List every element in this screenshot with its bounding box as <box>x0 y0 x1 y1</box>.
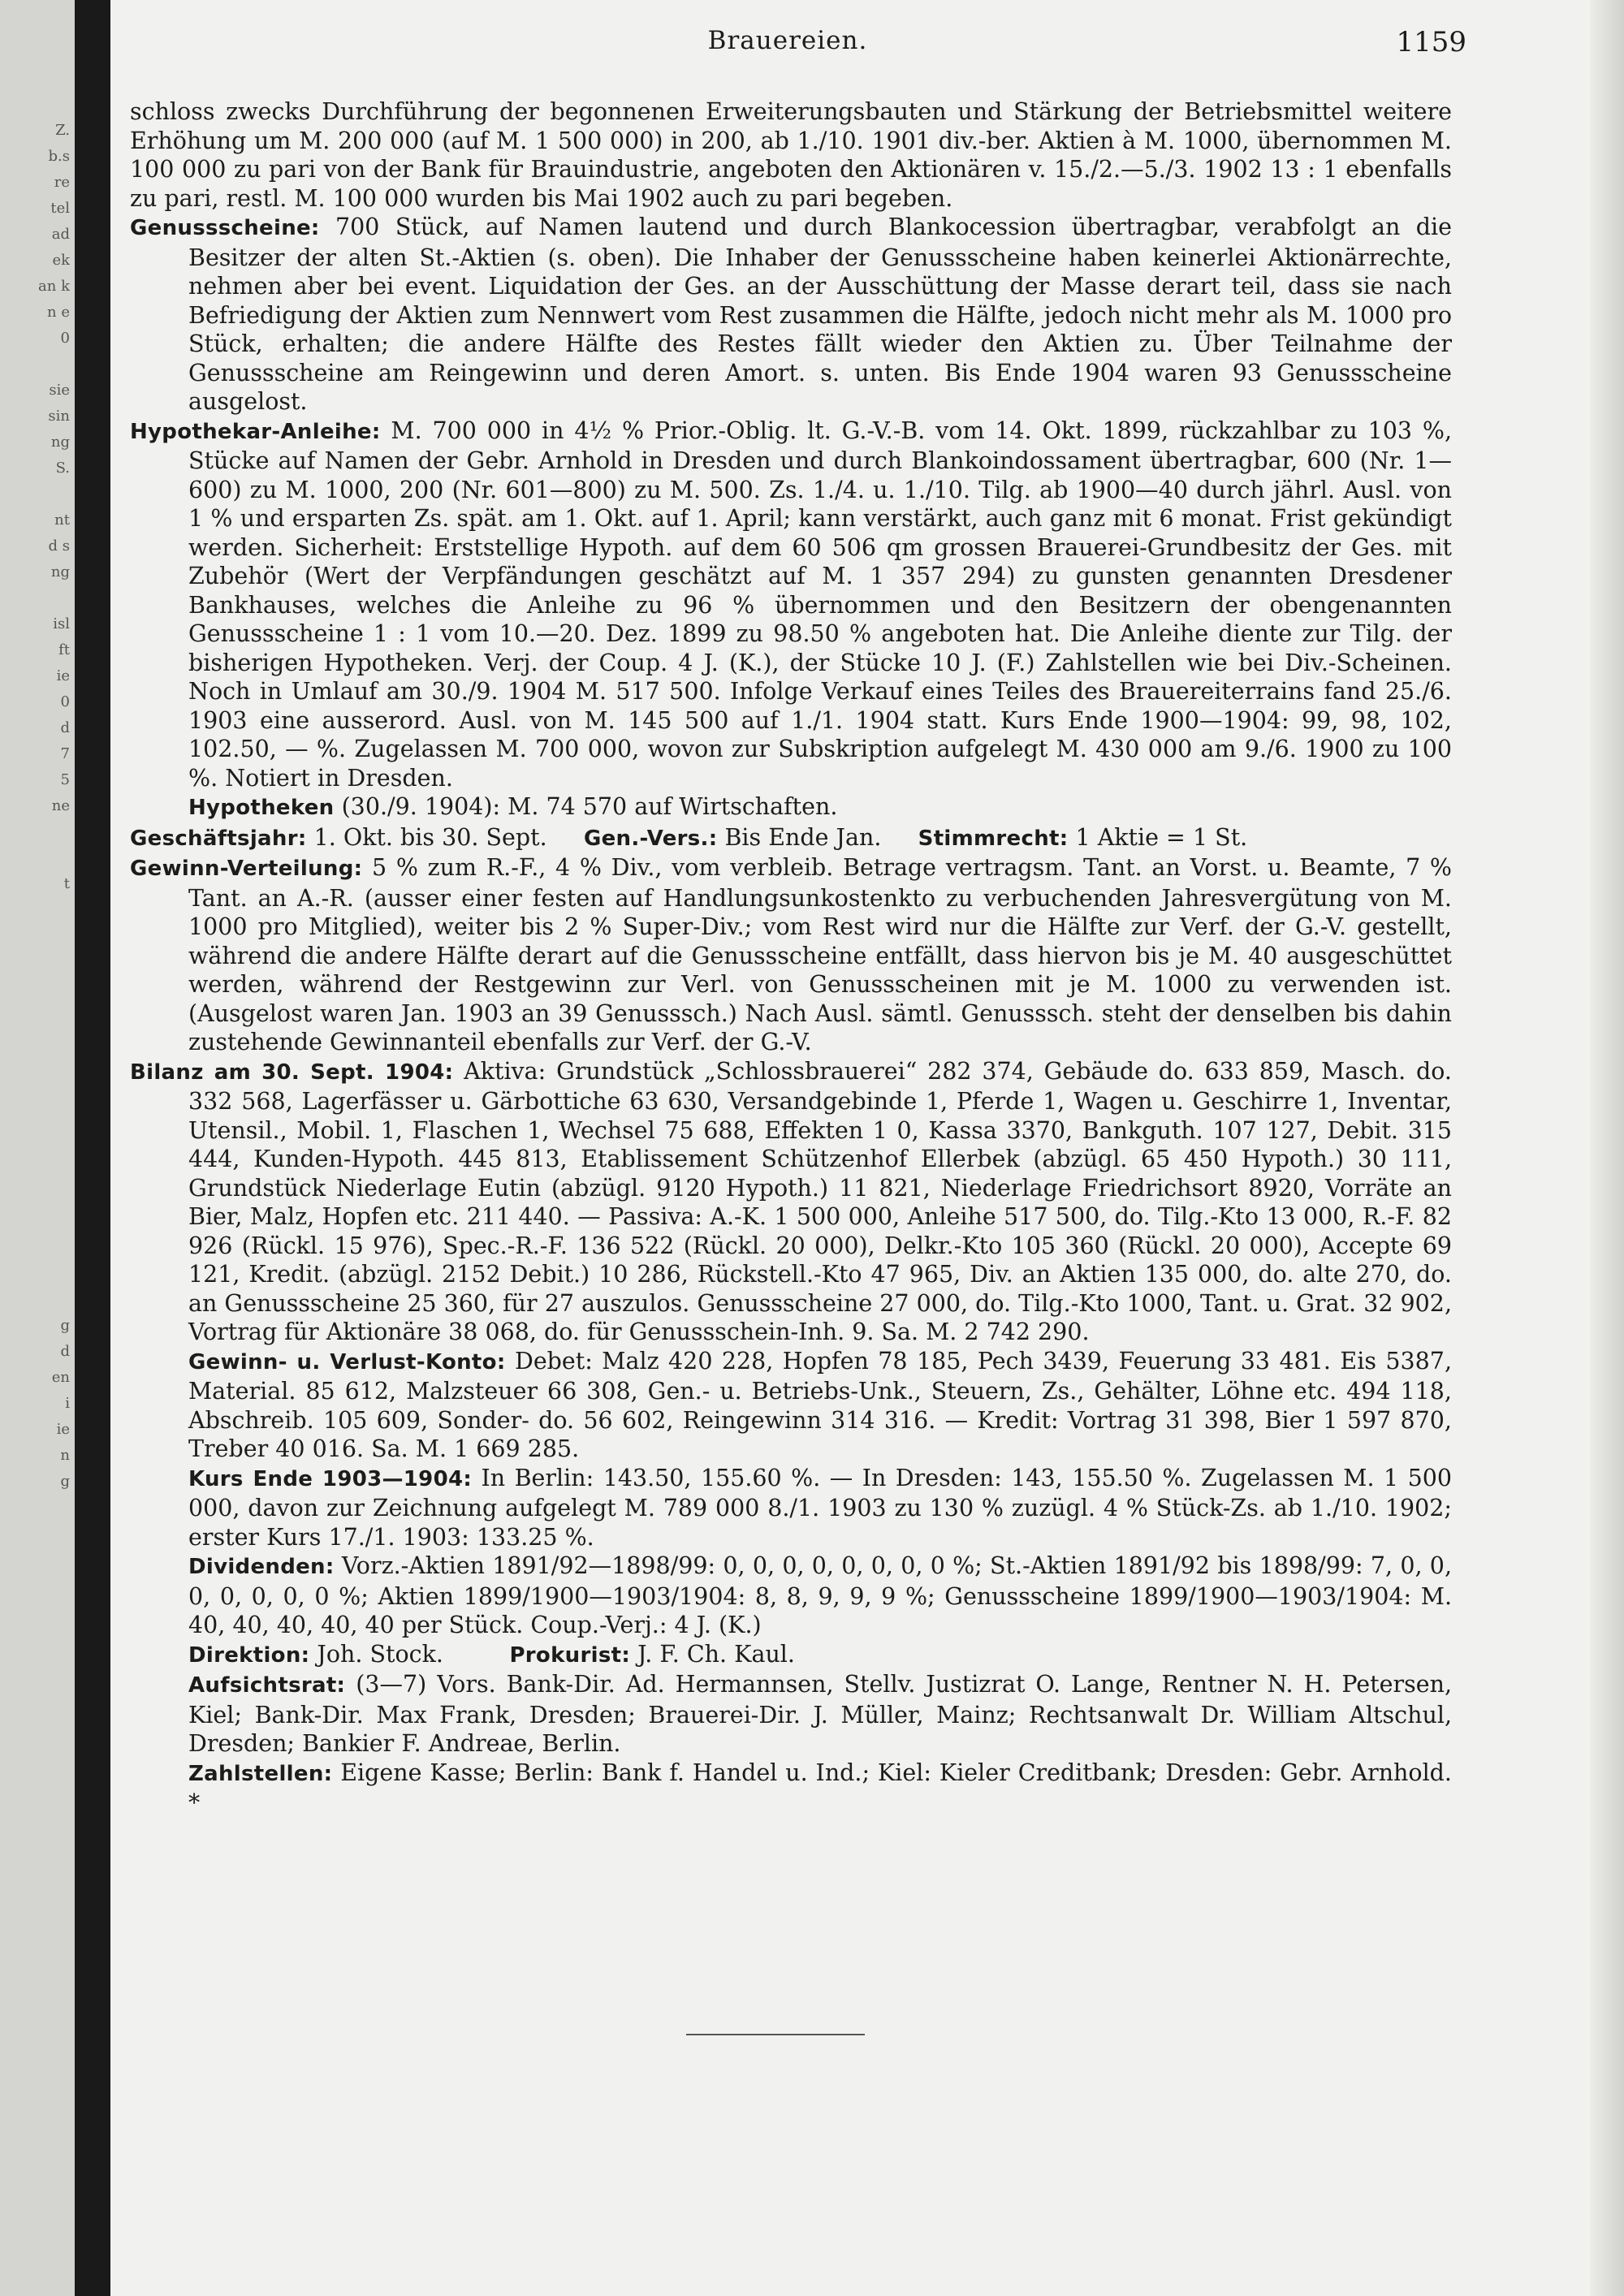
margin-fragments <box>5 122 70 1499</box>
section-label: Bilanz am 30. Sept. 1904: <box>130 1060 454 1085</box>
section-label: Geschäftsjahr: <box>130 826 307 851</box>
margin-fragment <box>5 356 70 382</box>
margin-fragment: i <box>65 1395 70 1412</box>
margin-fragment: re <box>54 174 70 191</box>
binding-gutter <box>75 0 110 2296</box>
margin-fragment <box>5 1057 70 1083</box>
paragraph-text: 1. Okt. bis 30. Sept. <box>313 823 547 851</box>
paragraph-text: Joh. Stock. <box>317 1640 443 1668</box>
margin-fragment <box>5 901 70 927</box>
margin-fragment <box>5 823 70 849</box>
margin-fragment: 0 <box>60 330 70 347</box>
margin-fragment: sin <box>48 408 70 425</box>
margin-fragment: ng <box>50 434 70 451</box>
margin-fragment <box>5 486 70 511</box>
section-label: Hypotheken <box>188 796 335 820</box>
margin-fragment: 0 <box>60 693 70 710</box>
paragraph-gewinn-verlust <box>130 1347 1452 1464</box>
margin-fragment: nt <box>54 511 70 529</box>
margin-fragment: 5 <box>60 771 70 788</box>
header-title: Brauereien. <box>707 26 868 55</box>
paragraph-dividenden <box>130 1552 1452 1640</box>
margin-fragment: ng <box>50 563 70 580</box>
margin-fragment <box>5 589 70 615</box>
margin-fragment <box>5 1083 70 1109</box>
page-edge-shadow <box>1590 0 1624 2296</box>
margin-fragment: g <box>60 1317 70 1334</box>
paragraph-text: In Berlin: 143.50, 155.60 %. — In Dresden: 143, 155.50 %. Zugelassen M. 1 500 000, davon zur Zeichnung aufgelegt M. 789 000 8./1. 1903 zu 130 % zuzügl. 4 % Stück-Zs. ab 1./10. 1902; erster Kurs 17./1. 1903: 133.25 %. <box>188 1464 1452 1551</box>
paragraph-text: 700 Stück, auf Namen lautend und durch Blankocession übertragbar, verabfolgt an die Besitzer der alten St.-Aktien (s. oben). Die Inhaber der Genussscheine haben keinerlei Aktionärrechte, nehmen aber bei event. Liquidation der Ges. an der Ausschüttung der Masse derart teil, dass sie nach Befriedigung der Aktien zum Nennwert vom Rest zusammen die Hälfte, jedoch nicht mehr als M. 1000 pro Stück, erhalten; die andere Hälfte des Restes fällt wieder den Aktien zu. Über Teilnahme der Genussscheine am Reingewinn und deren Amort. s. unten. Bis Ende 1904 waren 93 Genussscheine ausgelost. <box>188 214 1453 415</box>
section-label: Genussscheine: <box>130 216 320 240</box>
margin-fragment: ne <box>51 797 70 814</box>
section-label: Dividenden: <box>188 1555 335 1579</box>
margin-fragment: ie <box>56 667 70 684</box>
paragraph-genussscheine <box>130 213 1452 416</box>
section-label-gen-vers: Gen.-Vers.: <box>583 826 718 851</box>
margin-fragment <box>5 1135 70 1161</box>
margin-fragment: sie <box>49 382 70 399</box>
section-label: Direktion: <box>188 1642 310 1668</box>
margin-fragment: 7 <box>60 745 70 762</box>
paragraph-kurs <box>130 1464 1452 1552</box>
paragraph-aufsichtsrat <box>130 1670 1452 1759</box>
margin-fragment: ft <box>58 641 70 658</box>
margin-fragment: d <box>60 719 70 736</box>
margin-fragment: d s <box>48 537 70 555</box>
paragraph-text: M. 700 000 in 4½ % Prior.-Oblig. lt. G.-V.-B. vom 14. Okt. 1899, rückzahlbar zu 103 %, Stücke auf Namen der Gebr. Arnhold in Dresden und durch Blankoindossament übertragbar, 600 (Nr. 1—600) zu M. 1000, 200 (Nr. 601—800) zu M. 500. Zs. 1./4. u. 1./10. Tilg. ab 1900—40 durch jährl. Ausl. von 1 % und ersparten Zs. spät. am 1. Okt. auf 1. April; kann verstärkt, auch ganz mit 6 monat. Frist gekündigt werden. Sicherheit: Erststellige Hypoth. auf dem 60 506 qm grossen Brauerei-Grundbesitz der Ges. mit Zubehör (Wert der Verpfändungen geschätzt auf M. 1 357 294) zu gunsten genannten Dresdener Bankhauses, welches die Anleihe zu 96 % übernommen und den Besitzern der obengenannten Genussscheine 1 : 1 vom 10.—20. Dez. 1899 zu 98.50 % angeboten hat. Die Anleihe diente zur Tilg. der bisherigen Hypotheken. Verj. der Coup. 4 J. (K.), der Stücke 10 J. (F.) Zahlstellen wie bei Div.-Scheinen. Noch in Umlauf am 30./9. 1904 M. 517 500. Infolge Verkauf eines Teiles des Brauereiterrains fand 25./6. 1903 eine ausserord. Ausl. von M. 145 500 auf 1./1. 1904 statt. Kurs Ende 1900—1904: 99, 98, 102, 102.50, — %. Zugelassen M. 700 000, wovon zur Subskription aufgelegt M. 430 000 am 9./6. 1900 zu 100 %. Notiert in Dresden. <box>188 416 1453 792</box>
margin-fragment: ie <box>56 1421 70 1438</box>
section-label-stimmrecht: Stimmrecht: <box>918 826 1069 851</box>
margin-fragment: d <box>60 1343 70 1360</box>
paragraph-text: Vorz.-Aktien 1891/92—1898/99: 0, 0, 0, 0, 0, 0, 0, 0 %; St.-Aktien 1891/92 bis 1898/99: 7, 0, 0, 0, 0, 0, 0, 0 %; Aktien 1899/1900—1903/1904: 8, 8, 9, 9, 9 %; Genussscheine 1899/1900—1903/1904: M. 40, 40, 40, 40, 40 per Stück. Coup.-Verj.: 4 J. (K.) <box>188 1552 1452 1638</box>
paragraph-intro <box>130 97 1452 213</box>
paragraph-geschaeftsjahr <box>130 823 1452 854</box>
margin-fragment: isl <box>53 615 70 632</box>
margin-fragment: Z. <box>55 122 70 139</box>
section-label: Aufsichtsrat: <box>188 1673 346 1698</box>
paragraph-gewinn-verteilung <box>130 853 1452 1057</box>
margin-fragment: an k <box>38 278 70 295</box>
margin-fragment: n e <box>47 304 70 321</box>
paragraph-text-prokurist: J. F. Ch. Kaul. <box>637 1640 795 1668</box>
margin-fragment <box>5 1213 70 1239</box>
margin-fragment <box>5 979 70 1005</box>
margin-fragment <box>5 1291 70 1317</box>
margin-fragment: tel <box>50 200 70 217</box>
page-number: 1159 <box>1396 26 1466 58</box>
paragraph-text: schloss zwecks Durchführung der begonnenen Erweiterungsbauten und Stärkung der Betriebsmittel weitere Erhöhung um M. 200 000 (auf M. 1 500 000) in 200, ab 1./10. 1901 div.-ber. Aktien à M. 1000, übernommen M. 100 000 zu pari von der Bank für Brauindustrie, angeboten den Aktionären v. 15./2.—5./3. 1902 13 : 1 ebenfalls zu pari, restl. M. 100 000 wurden bis Mai 1902 auch zu pari begeben. <box>130 98 1452 212</box>
margin-fragment: ad <box>51 226 70 243</box>
paragraph-hypotheken <box>130 792 1452 823</box>
section-label: Zahlstellen: <box>188 1761 333 1786</box>
closing-rule <box>686 2034 865 2035</box>
margin-fragment <box>5 1109 70 1135</box>
page-body <box>130 97 1452 1818</box>
margin-fragment: t <box>63 875 70 892</box>
margin-fragment <box>5 1005 70 1031</box>
margin-fragment <box>5 953 70 979</box>
margin-fragment: b.s <box>48 148 70 165</box>
margin-fragment <box>5 1187 70 1213</box>
margin-fragment: g <box>60 1473 70 1490</box>
paragraph-text-gen-vers: Bis Ende Jan. <box>724 823 882 851</box>
margin-fragment <box>5 927 70 953</box>
section-label: Kurs Ende 1903—1904: <box>188 1466 473 1491</box>
paragraph-text-stimmrecht: 1 Aktie = 1 St. <box>1075 823 1248 851</box>
section-label-prokurist: Prokurist: <box>509 1642 631 1668</box>
margin-fragment <box>5 1265 70 1291</box>
paragraph-text: (3—7) Vors. Bank-Dir. Ad. Hermannsen, Stellv. Justizrat O. Lange, Rentner N. H. Petersen, Kiel; Bank-Dir. Max Frank, Dresden; Brauerei-Dir. J. Müller, Mainz; Rechtsanwalt Dr. William Altschul, Dresden; Bankier F. Andreae, Berlin. <box>188 1671 1453 1757</box>
paragraph-text: Debet: Malz 420 228, Hopfen 78 185, Pech 3439, Feuerung 33 481. Eis 5387, Material. 85 612, Malzsteuer 66 308, Gen.- u. Betriebs-Unk., Steuern, Zs., Gehälter, Löhne etc. 494 118, Abschreib. 105 609, Sonder- do. 56 602, Reingewinn 314 316. — Kredit: Vortrag 31 398, Bier 1 597 870, Treber 40 016. Sa. M. 1 669 285. <box>188 1347 1453 1462</box>
paragraph-hypothekar-anleihe <box>130 416 1452 793</box>
paragraph-text: (30./9. 1904): M. 74 570 auf Wirtschaften. <box>341 793 838 820</box>
paragraph-zahlstellen <box>130 1759 1452 1818</box>
paragraph-text: Eigene Kasse; Berlin: Bank f. Handel u. Ind.; Kiel: Kieler Creditbank; Dresden: Gebr. Arnhold. * <box>188 1759 1452 1816</box>
margin-fragment: n <box>60 1447 70 1464</box>
section-label: Gewinn- u. Verlust-Konto: <box>188 1349 506 1375</box>
paragraph-text: Aktiva: Grundstück „Schlossbrauerei“ 282 374, Gebäude do. 633 859, Masch. do. 332 568, Lagerfässer u. Gärbottiche 63 630, Versandgebinde 1, Pferde 1, Wagen u. Geschirre 1, Inventar, Utensil., Mobil. 1, Flaschen 1, Wechsel 75 688, Effekten 1 0, Kassa 3370, Bankguth. 107 127, Debit. 315 444, Kunden-Hypoth. 445 813, Etablissement Schützenhof Ellerbek (abzügl. 65 450 Hypoth.) 30 111, Grundstück Niederlage Eutin (abzügl. 9120 Hypoth.) 11 821, Niederlage Friedrichsort 8920, Vorräte an Bier, Malz, Hopfen etc. 211 440. — Passiva: A.-K. 1 500 000, Anleihe 517 500, do. Tilg.-Kto 13 000, R.-F. 82 926 (Rückl. 15 976), Spec.-R.-F. 136 522 (Rückl. 20 000), Delkr.-Kto 105 360 (Rückl. 20 000), Accepte 69 121, Kredit. (abzügl. 2152 Debit.) 10 286, Rückstell.-Kto 47 965, Div. an Aktien 135 000, do. alte 270, do. an Genussscheine 25 360, für 27 auszulos. Genussscheine 27 000, do. Tilg.-Kto 1000, Tant. u. Grat. 32 902, Vortrag für Aktionäre 38 068, do. für Genussschein-Inh. 9. Sa. M. 2 742 290. <box>188 1057 1452 1345</box>
margin-fragment <box>5 1161 70 1187</box>
paragraph-direktion <box>130 1640 1452 1671</box>
margin-fragment: en <box>51 1369 70 1386</box>
section-label: Gewinn-Verteilung: <box>130 857 363 881</box>
margin-fragment <box>5 1031 70 1057</box>
margin-fragment <box>5 1239 70 1265</box>
section-label: Hypothekar-Anleihe: <box>130 419 381 444</box>
paragraph-text: 5 % zum R.-F., 4 % Div., vom verbleib. Betrage vertragsm. Tant. an Vorst. u. Beamte, 7 % Tant. an A.-R. (ausser einer festen auf Handlungsunkostenkto zu verbuchenden Jahresvergütung von M. 1000 pro Mitglied), weiter bis 2 % Super-Div.; vom Rest wird nur die Hälfte zur Verf. der G.-V. gestellt, während die andere Hälfte derart auf die Genussscheine entfällt, dass hiervon bis je M. 40 ausgeschüttet werden, während der Restgewinn zur Verl. von Genussscheinen mit je M. 1000 zu verwenden ist. (Ausgelost waren Jan. 1903 an 39 Genusssch.) Nach Ausl. sämtl. Genusssch. steht der denselben bis dahin zustehende Gewinnanteil ebenfalls zur Verf. der G.-V. <box>188 854 1452 1055</box>
margin-fragment: S. <box>55 460 70 477</box>
margin-fragment: ek <box>52 252 70 269</box>
paragraph-bilanz <box>130 1057 1452 1347</box>
running-header <box>122 26 1466 67</box>
margin-fragment <box>5 849 70 875</box>
